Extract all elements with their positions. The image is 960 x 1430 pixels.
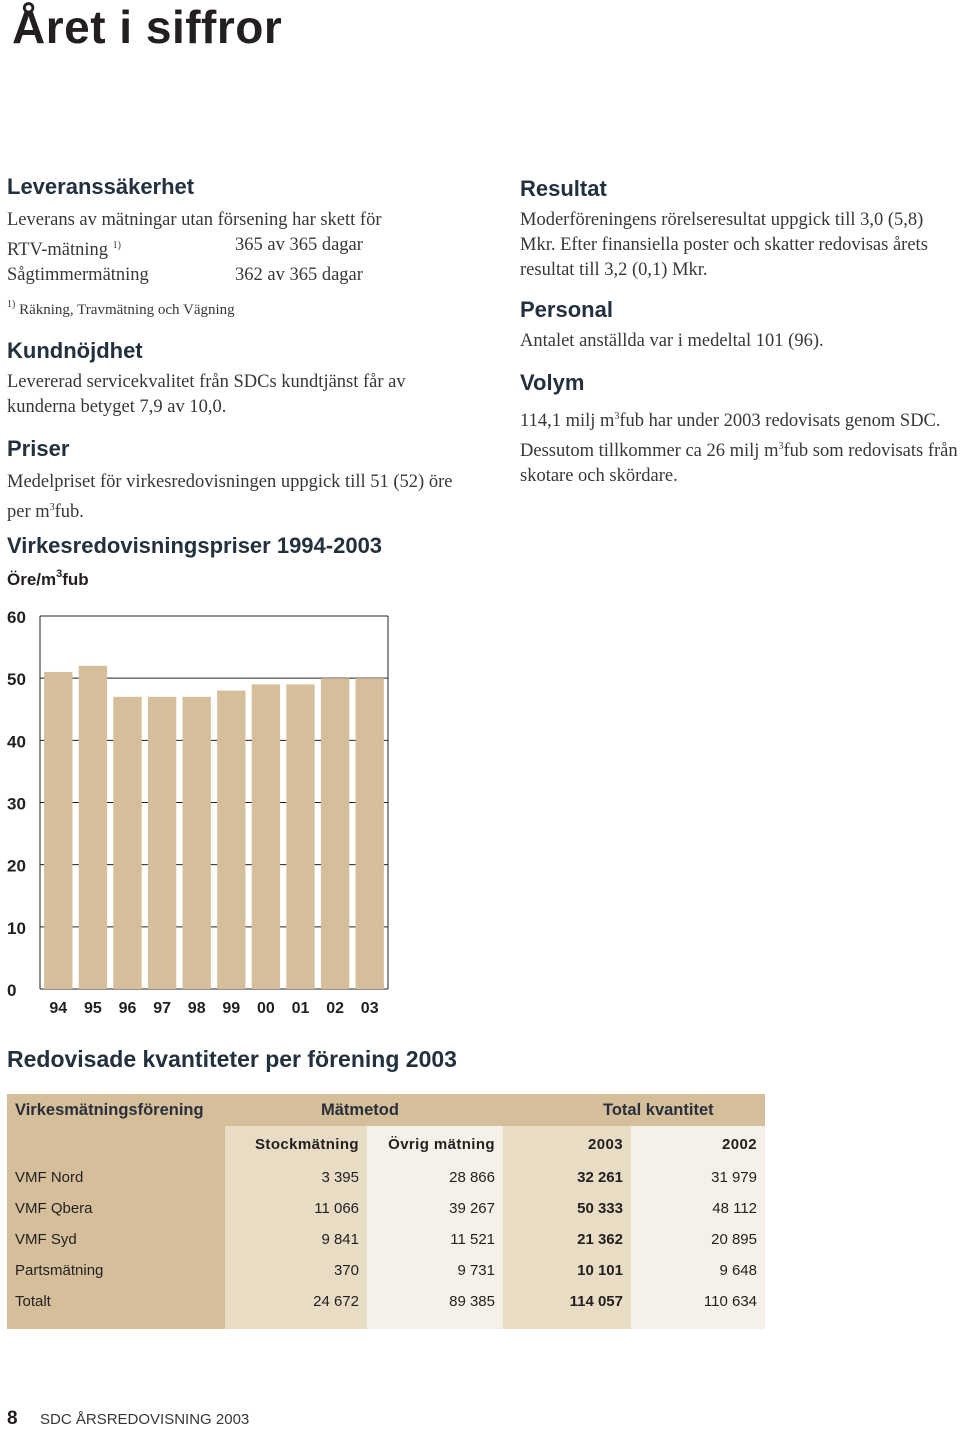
bar-00 [252, 684, 280, 989]
cell-2003: 114 057 [503, 1286, 631, 1317]
table-header-row [7, 1094, 765, 1126]
x-tick-label: 96 [118, 1000, 137, 1017]
y-tick-label: 10 [7, 918, 26, 938]
sagtimmer-label: Sågtimmermätning [7, 265, 149, 285]
table-title: Redovisade kvantiteter per förening 2003 [7, 1046, 457, 1072]
table-row-total [7, 1286, 765, 1317]
report-name: SDC ÅRSREDOVISNING 2003 [40, 1411, 250, 1428]
cell-2002: 110 634 [631, 1286, 765, 1317]
cell-name: VMF Nord [7, 1162, 225, 1193]
section-leveranssakerhet [7, 172, 477, 321]
section-kundnojdhet [7, 336, 477, 420]
subheader-2003: 2003 [503, 1126, 631, 1162]
page-footer [7, 1408, 249, 1430]
cell-2003: 32 261 [503, 1162, 631, 1193]
table-subheader-row [7, 1126, 765, 1162]
chart-y-unit: Öre/$m^3fub$ [7, 568, 89, 589]
bar-97 [148, 697, 176, 989]
heading-kundnojdhet: Kundnöjdhet [7, 338, 143, 363]
y-tick-label: 40 [7, 732, 26, 752]
priser-text: Medelpriset för virkesredovisningen uppgick till 51 (52) öre per $m^3fub$. [7, 472, 453, 522]
page-number: 8 [7, 1408, 18, 1429]
x-tick-label: 01 [291, 1000, 310, 1017]
resultat-text: Moderföreningens rörelseresultat uppgick till 3,0 (5,8) Mkr. Efter finansiella poster och skatter redovisas årets resultat till 3,2 (0,1) Mkr. [520, 210, 928, 280]
page-title: Året i siffror [12, 1, 283, 53]
cell-stock: 9 841 [225, 1224, 367, 1255]
cell-2002: 48 112 [631, 1193, 765, 1224]
leverans-row-sagtimmer [7, 263, 477, 288]
cell-stock: 24 672 [225, 1286, 367, 1317]
personal-text: Antalet anställda var i medeltal 101 (96). [520, 331, 824, 351]
bar-94 [44, 672, 72, 989]
x-tick-label: 00 [257, 1000, 275, 1017]
x-tick-label: 97 [153, 1000, 171, 1017]
leverans-footnote [7, 294, 477, 321]
cell-2002: 31 979 [631, 1162, 765, 1193]
x-tick-label: 95 [84, 1000, 102, 1017]
price-bar-chart [0, 590, 420, 1030]
cell-stock: 3 395 [225, 1162, 367, 1193]
bar-99 [217, 691, 245, 989]
x-tick-label: 03 [360, 1000, 379, 1017]
subheader-stock: Stockmätning [225, 1126, 367, 1162]
y-tick-label: 50 [7, 670, 26, 690]
bar-03 [356, 678, 384, 989]
cell-2003: 50 333 [503, 1193, 631, 1224]
footnote-text: Räkning, Travmätning och Vägning [19, 302, 235, 318]
x-tick-label: 02 [326, 1000, 344, 1017]
cell-stock: 370 [225, 1255, 367, 1286]
leverans-intro: Leverans av mätningar utan försening har skett för [7, 210, 382, 230]
subheader-2002: 2002 [631, 1126, 765, 1162]
cell-ovrig: 11 521 [367, 1224, 503, 1255]
rtv-label: RTV-mätning [7, 240, 108, 260]
rtv-value: 365 av 365 dagar [235, 235, 363, 255]
cell-ovrig: 28 866 [367, 1162, 503, 1193]
subheader-empty [7, 1126, 225, 1162]
section-volym [520, 368, 960, 489]
section-personal [520, 295, 960, 354]
cell-ovrig: 9 731 [367, 1255, 503, 1286]
volym-text: 114,1 milj $m^3fub$ har under 2003 redovisats genom SDC. Dessutom tillkommer ca 26 milj $m^3fub$ som redovisats från skotare och skördare. [520, 411, 958, 486]
rtv-note-mark: 1) [112, 240, 121, 251]
section-priser [7, 434, 477, 525]
bar-96 [113, 697, 141, 989]
cell-stock: 11 066 [225, 1193, 367, 1224]
heading-priser: Priser [7, 436, 70, 461]
left-column [7, 172, 477, 525]
y-tick-label: 0 [7, 981, 17, 1000]
cell-name: VMF Qbera [7, 1193, 225, 1224]
x-tick-label: 98 [187, 1000, 206, 1017]
bar-01 [286, 684, 314, 989]
col-header-total: Total kvantitet [503, 1094, 765, 1126]
x-tick-label: 94 [49, 1000, 68, 1017]
cell-name: Totalt [7, 1286, 225, 1317]
bar-98 [183, 697, 211, 989]
subheader-ovrig: Övrig mätning [367, 1126, 503, 1162]
table-bottom-padding [7, 1317, 765, 1329]
col-header-forening: Virkesmätningsförening [7, 1094, 225, 1126]
heading-leveranssakerhet: Leveranssäkerhet [7, 174, 195, 199]
kundnojdhet-text: Levererad servicekvalitet från SDCs kundtjänst får av kunderna betyget 7,9 av 10,0. [7, 372, 406, 417]
bar-02 [321, 678, 349, 989]
cell-name: VMF Syd [7, 1224, 225, 1255]
y-tick-label: 60 [7, 608, 26, 627]
cell-2002: 9 648 [631, 1255, 765, 1286]
quantities-table [7, 1094, 765, 1329]
y-tick-label: 20 [7, 856, 26, 876]
table-row [7, 1162, 765, 1193]
cell-2003: 21 362 [503, 1224, 631, 1255]
heading-volym: Volym [520, 370, 585, 395]
cell-ovrig: 89 385 [367, 1286, 503, 1317]
right-column [520, 174, 960, 489]
footnote-mark: 1) [7, 299, 16, 310]
y-tick-label: 30 [7, 794, 26, 814]
leverans-row-rtv [7, 233, 477, 263]
cell-ovrig: 39 267 [367, 1193, 503, 1224]
table-row [7, 1224, 765, 1255]
table-row [7, 1255, 765, 1286]
cell-name: Partsmätning [7, 1255, 225, 1286]
heading-personal: Personal [520, 297, 613, 322]
sagtimmer-value: 362 av 365 dagar [235, 265, 363, 285]
cell-2003: 10 101 [503, 1255, 631, 1286]
table-row [7, 1193, 765, 1224]
col-header-matmetod: Mätmetod [225, 1094, 503, 1126]
x-tick-label: 99 [222, 1000, 241, 1017]
heading-resultat: Resultat [520, 176, 607, 201]
bar-95 [79, 666, 107, 989]
section-resultat [520, 174, 960, 283]
cell-2002: 20 895 [631, 1224, 765, 1255]
chart-title: Virkesredovisningspriser 1994-2003 [7, 533, 383, 558]
